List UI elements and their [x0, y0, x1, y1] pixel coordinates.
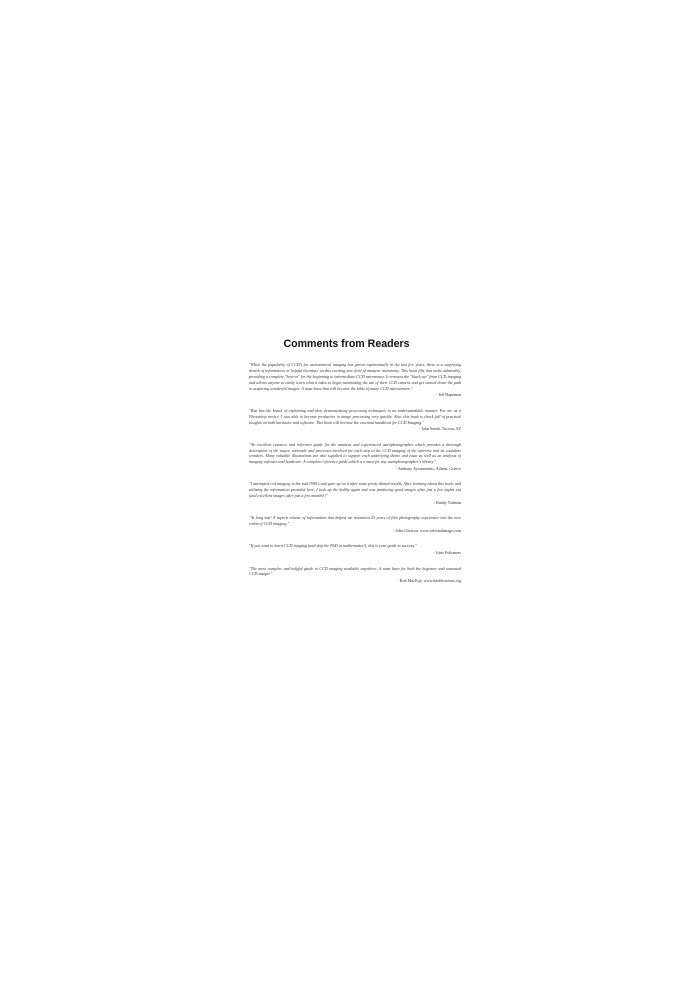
page-title: Comments from Readers	[283, 338, 410, 350]
comment-quote: "If you want to learn CCD imaging (and skip the PhD in mathematics!), this is your guide to success."	[249, 543, 417, 549]
comment-item	[249, 408, 461, 432]
comment-quote: "At long last! A superb volume of information that helped me transition 25 years of film photography experience into the new realm of CCD imaging."	[249, 515, 461, 527]
comment-item	[249, 442, 461, 472]
comment-quote: "The most complete and helpful guide to CCD imaging available anywhere. A must have for both the beginner and seasoned CCD imager."	[249, 565, 461, 577]
comment-author: - Rob MacKay, www.darkhorizons.org	[397, 578, 461, 584]
comment-author: - John Gleason, www.celestialimage.com	[393, 528, 461, 534]
comment-item	[249, 481, 461, 505]
comment-item	[249, 566, 461, 585]
comment-author: - Randy Nulman	[433, 500, 461, 505]
comment-quote: "An excellent resource and reference guide for the amateur and experienced astrophotographer which provides a thorough description of the issues, rationale and processes involved for each step in the CCD imaging of the universe and its countless wonders. Many valuable illustrations are also supplied to support each underlying theme and issue as well as an analysis of imaging software and hardware. A complete reference guide which is a must for any astrophotographer's library."	[249, 441, 461, 465]
comment-quote: "Ron has the knack of explaining and then demonstrating processing techniques in an understandable manner. For me as a Photoshop novice, I was able to become productive in image processing very quickly. Also, this book is chock full of practical insights on both hardware and software. This book will become the essential handbook for CCD Imaging."	[249, 407, 461, 425]
comment-author: - Jeff Hapeman	[435, 392, 461, 398]
comment-author: - John Poltrames	[433, 550, 461, 556]
comment-author: - John Smith, Tucson, AZ	[418, 426, 461, 432]
comment-item	[249, 362, 461, 398]
comment-item	[249, 543, 461, 556]
comments-list	[249, 362, 461, 594]
comment-author: - Anthony Ayiomamitis, Athens, Greece	[395, 466, 461, 472]
comment-quote: "I attempted ccd imaging in the mid 1990's and gave up on it after some pretty dismal results. After learning about this book, and utilizing the information provided here, I took up the hobby again and was producing good images after just a few nights out (and excellent images after just a few months!)"	[249, 481, 461, 499]
comment-quote: "While the popularity of CCD's for astronomical imaging has grown exponentially in the last few years, there is a surprising dearth of information or helpful literature on this exciting new field of amateur astronomy. This book fills that niche admirably, providing a complete "how-to" for the beginning to intermediate CCD astronomer. It removes the "black art" from CCD imaging and allows anyone to easily learn what it takes to begin maximizing the use of their CCD camera and get started down the path to acquiring wonderful images. A must-have that will become the bible of many CCD astronomers."	[249, 362, 461, 391]
comment-item	[249, 515, 461, 534]
